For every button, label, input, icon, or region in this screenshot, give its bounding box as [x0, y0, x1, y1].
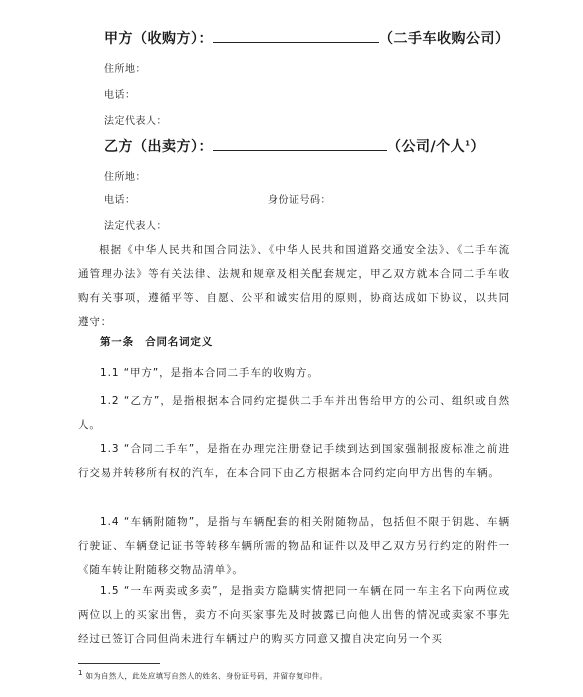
party-a-suffix: （二手车收购公司） — [379, 31, 510, 47]
party-b-id-label: 身份证号码： — [268, 195, 331, 206]
party-b-suffix: （公司/个人 — [387, 139, 466, 155]
footnote-separator — [78, 663, 160, 664]
party-a-address-label: 住所地： — [104, 64, 146, 75]
party-a-rep-label: 法定代表人： — [104, 116, 167, 127]
party-b-suffix-close: ） — [470, 139, 485, 155]
clause-1-1: 1.1 “甲方”，是指本合同二手车的收购方。 — [100, 367, 319, 379]
party-a-name-blank[interactable] — [213, 28, 379, 43]
article-1-heading: 第一条 合同名词定义 — [100, 336, 213, 348]
footnote-mark: 1 — [78, 669, 83, 677]
clause-1-2: 1.2 “乙方”，是指根据本合同约定提供二手车并出售给甲方的公司、组织或自然人。 — [78, 395, 510, 431]
clause-1-4: 1.4 “车辆附随物”，是指与车辆配套的相关附随物品，包括但不限于钥匙、车辆行驶证、车辆登记证书等转移车辆所需的物品和证件以及甲乙双方另行约定的附件一《随车转让附随移交物品清单》。 — [78, 516, 510, 576]
party-b-footnote-mark: 1 — [465, 139, 471, 148]
party-a-line — [104, 28, 510, 48]
party-b-name-blank[interactable] — [213, 136, 387, 151]
party-b-address-label: 住所地： — [104, 172, 146, 183]
party-b-label: 乙方（出卖方）： — [104, 139, 213, 155]
footnote — [78, 669, 327, 682]
party-b-line — [104, 136, 485, 156]
clause-1-3: 1.3 “合同二手车”，是指在办理完注册登记手续到达到国家强制报废标准之前进行交易并转移所有权的汽车，在本合同下由乙方根据本合同约定向甲方出售的车辆。 — [78, 443, 510, 479]
clause-1-5: 1.5 “一车两卖或多卖”，是指卖方隐瞒实情把同一车辆在同一车主名下向两位或两位以上的买家出售，卖方不向买家事先及时披露已向他人出售的情况或卖家不事先经过已签订合同但尚未进行车辆过户的购买方同意又擅自决定向另一个买 — [78, 585, 510, 645]
party-a-label: 甲方（收购方）： — [104, 31, 213, 47]
party-a-phone-label: 电话： — [104, 90, 136, 101]
preamble-paragraph: 根据《中华人民共和国合同法》、《中华人民共和国道路交通安全法》、《二手车流通管理办法》等有关法律、法规和规章及相关配套规定，甲乙双方就本合同二手车收购有关事项，遵循平等、自愿、公平和诚实信用的原则，协商达成如下协议，以共同遵守： — [78, 244, 510, 328]
party-b-rep-label: 法定代表人： — [104, 221, 167, 232]
party-b-phone-label: 电话： — [104, 195, 136, 206]
footnote-text: 如为自然人，此处应填写自然人的姓名、身份证号码，并留存复印件。 — [85, 671, 328, 681]
